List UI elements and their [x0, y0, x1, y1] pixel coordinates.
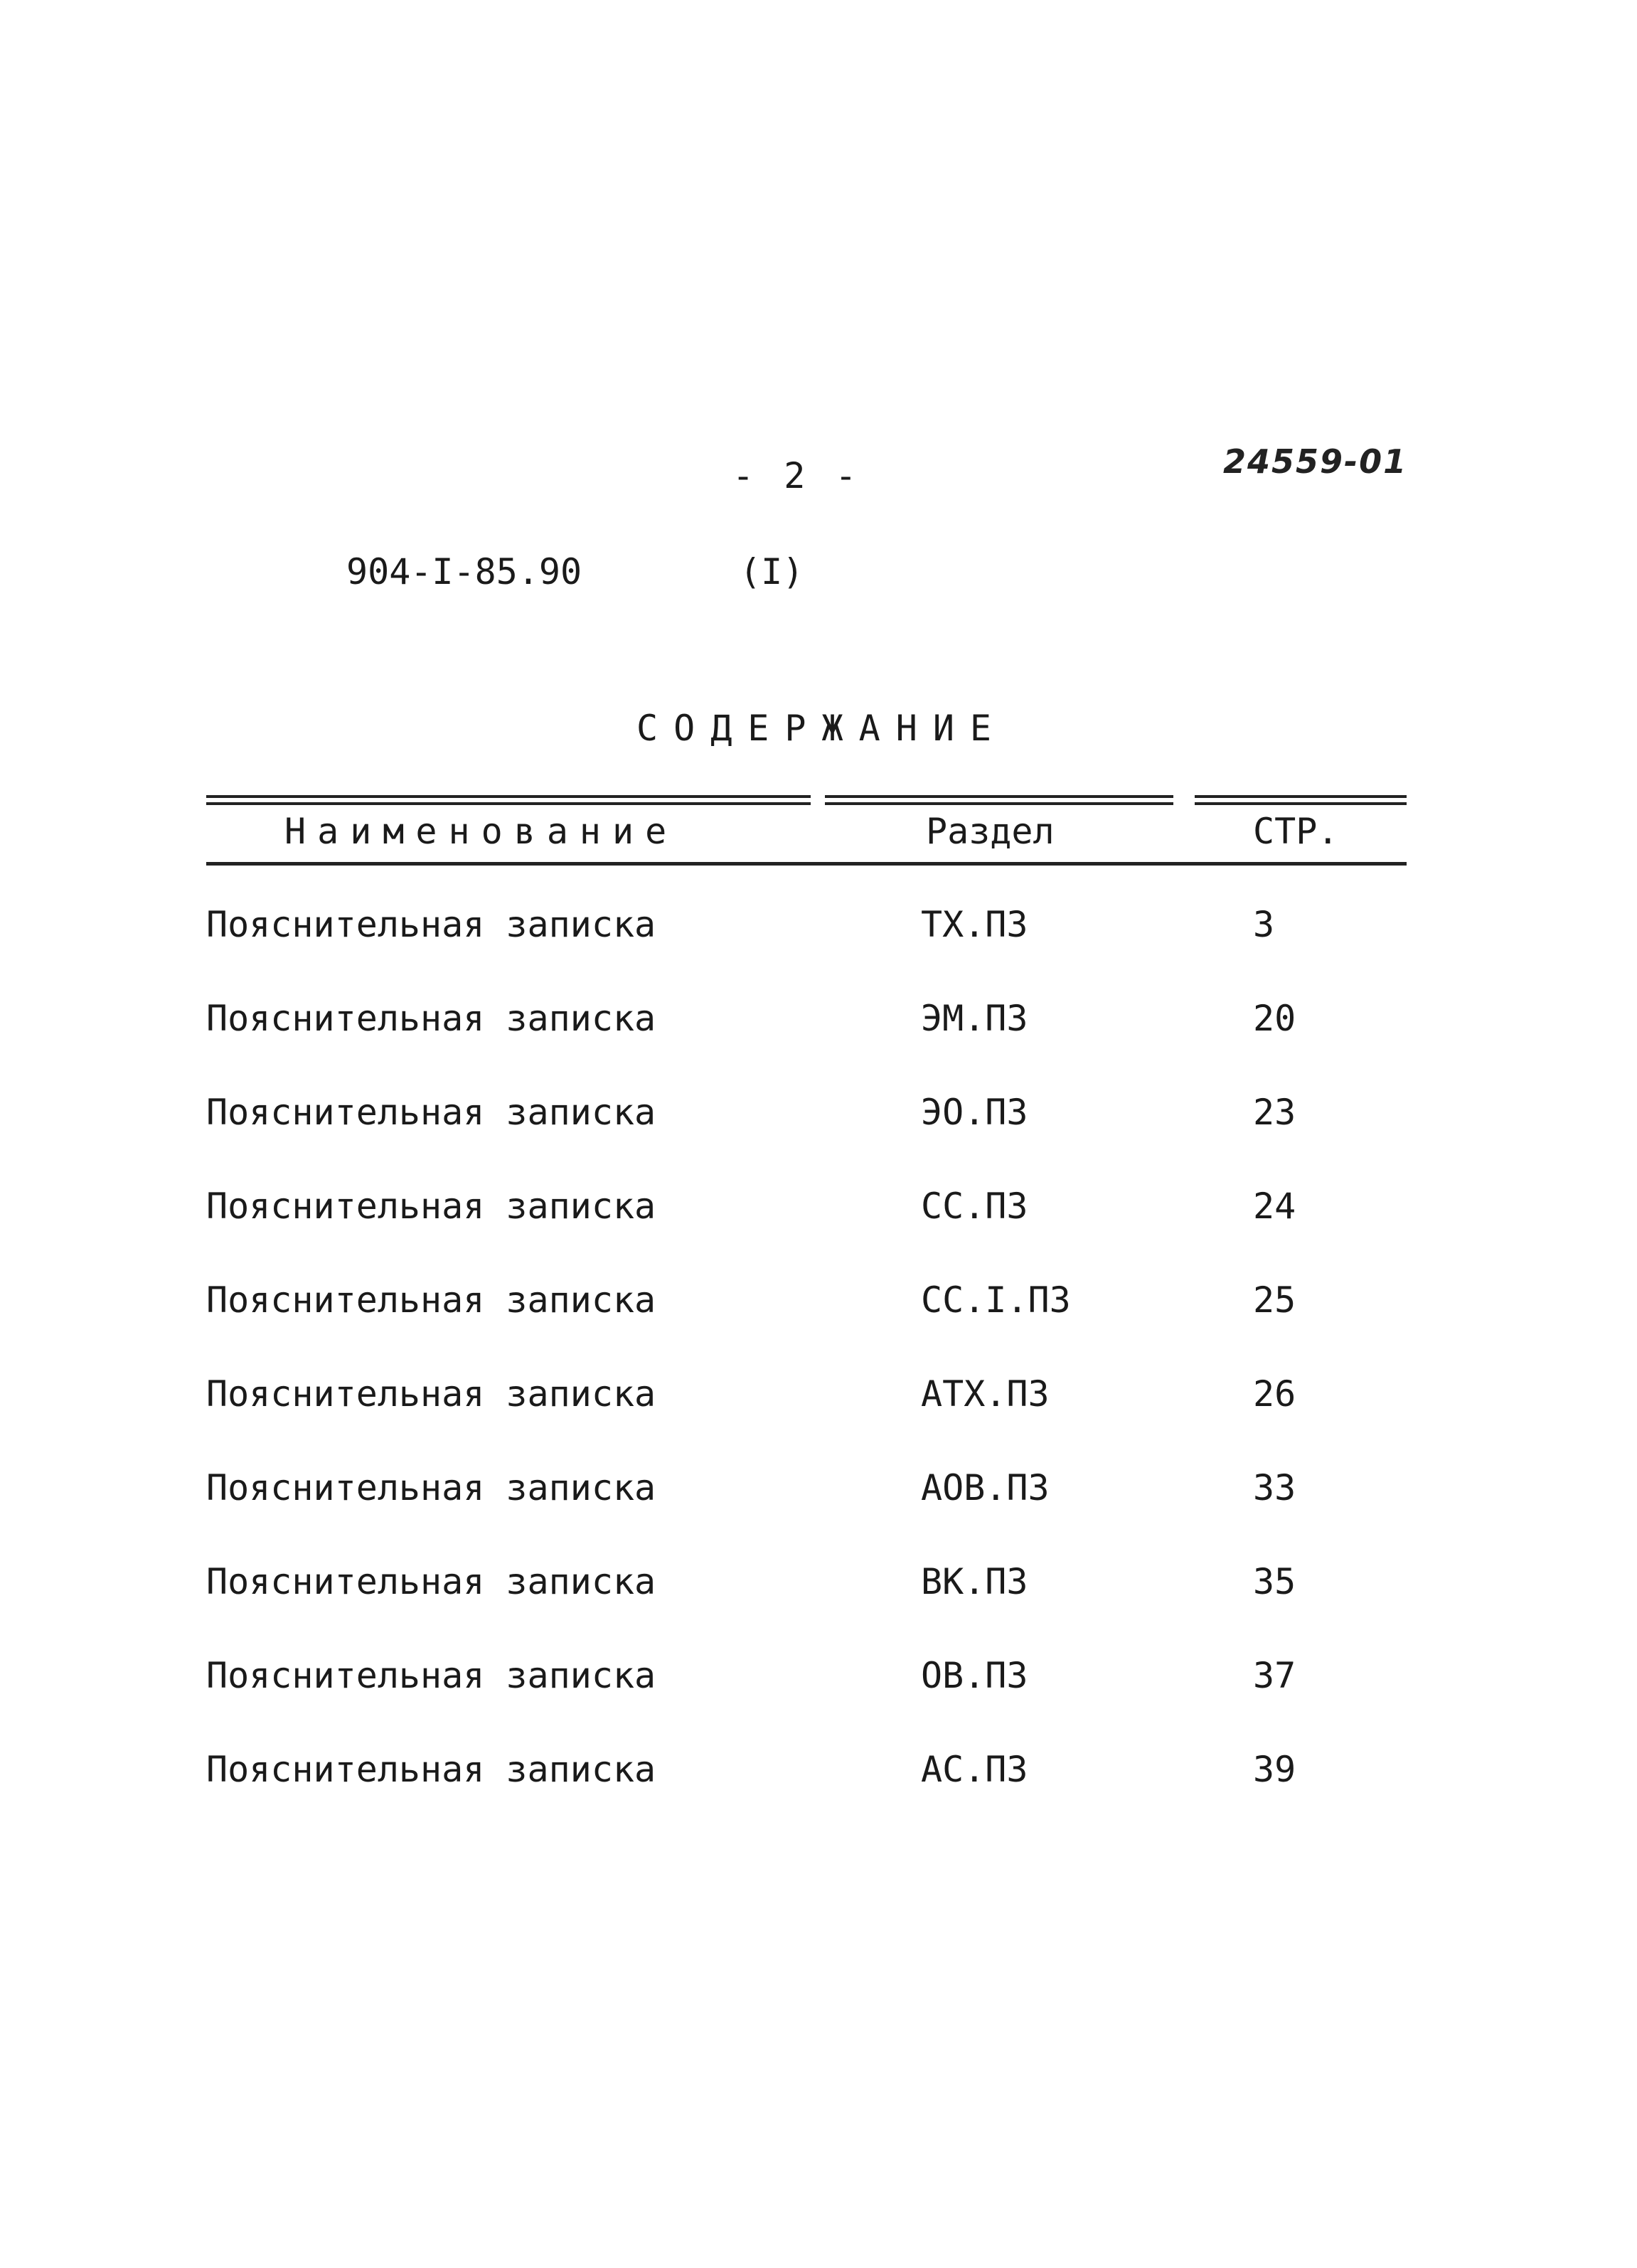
row-section: СС.ПЗ [921, 1186, 1028, 1227]
row-section: АС.ПЗ [921, 1749, 1028, 1790]
column-header-page: СТР. [1253, 811, 1339, 852]
row-name: Пояснительная записка [206, 1373, 656, 1415]
header-top-rule-section [825, 795, 1173, 805]
table-row [0, 1748, 1637, 1842]
row-page: 24 [1253, 1186, 1296, 1227]
column-header-name: Наименование [284, 811, 678, 852]
row-name: Пояснительная записка [206, 1279, 656, 1321]
row-name: Пояснительная записка [206, 1467, 656, 1508]
archive-number: 24559-01 [1223, 442, 1408, 481]
row-page: 35 [1253, 1561, 1296, 1602]
table-row [0, 1373, 1637, 1466]
row-section: ТХ.ПЗ [921, 904, 1028, 945]
row-section: АОВ.ПЗ [921, 1467, 1050, 1508]
document-code: 904-I-85.90 [346, 551, 582, 592]
table-row [0, 1279, 1637, 1373]
row-page: 23 [1253, 1092, 1296, 1133]
row-section: ЭМ.ПЗ [921, 998, 1028, 1039]
table-row [0, 1466, 1637, 1560]
contents-table-body [0, 903, 1637, 1842]
header-top-rule-page [1195, 795, 1407, 805]
row-name: Пояснительная записка [206, 1655, 656, 1696]
header-top-rule-name [206, 795, 811, 805]
row-page: 26 [1253, 1373, 1296, 1415]
row-page: 37 [1253, 1655, 1296, 1696]
table-row [0, 1185, 1637, 1279]
document-part: (I) [740, 551, 804, 592]
table-row [0, 1654, 1637, 1748]
row-page: 3 [1253, 904, 1275, 945]
row-section: ОВ.ПЗ [921, 1655, 1028, 1696]
row-name: Пояснительная записка [206, 904, 656, 945]
row-section: ВК.ПЗ [921, 1561, 1028, 1602]
row-page: 33 [1253, 1467, 1296, 1508]
table-row [0, 903, 1637, 997]
table-row [0, 1560, 1637, 1654]
row-page: 25 [1253, 1279, 1296, 1321]
row-name: Пояснительная записка [206, 1186, 656, 1227]
row-name: Пояснительная записка [206, 1561, 656, 1602]
row-section: СС.I.ПЗ [921, 1279, 1071, 1321]
row-name: Пояснительная записка [206, 1749, 656, 1790]
table-row [0, 1091, 1637, 1185]
row-section: АТХ.ПЗ [921, 1373, 1050, 1415]
header-bottom-rule [206, 862, 1407, 866]
row-page: 20 [1253, 998, 1296, 1039]
row-page: 39 [1253, 1749, 1296, 1790]
row-name: Пояснительная записка [206, 1092, 656, 1133]
page-number: - 2 - [732, 455, 861, 496]
row-section: ЭО.ПЗ [921, 1092, 1028, 1133]
contents-title: СОДЕРЖАНИЕ [636, 708, 1008, 749]
table-row [0, 997, 1637, 1091]
row-name: Пояснительная записка [206, 998, 656, 1039]
column-header-section: Раздел [926, 811, 1055, 852]
